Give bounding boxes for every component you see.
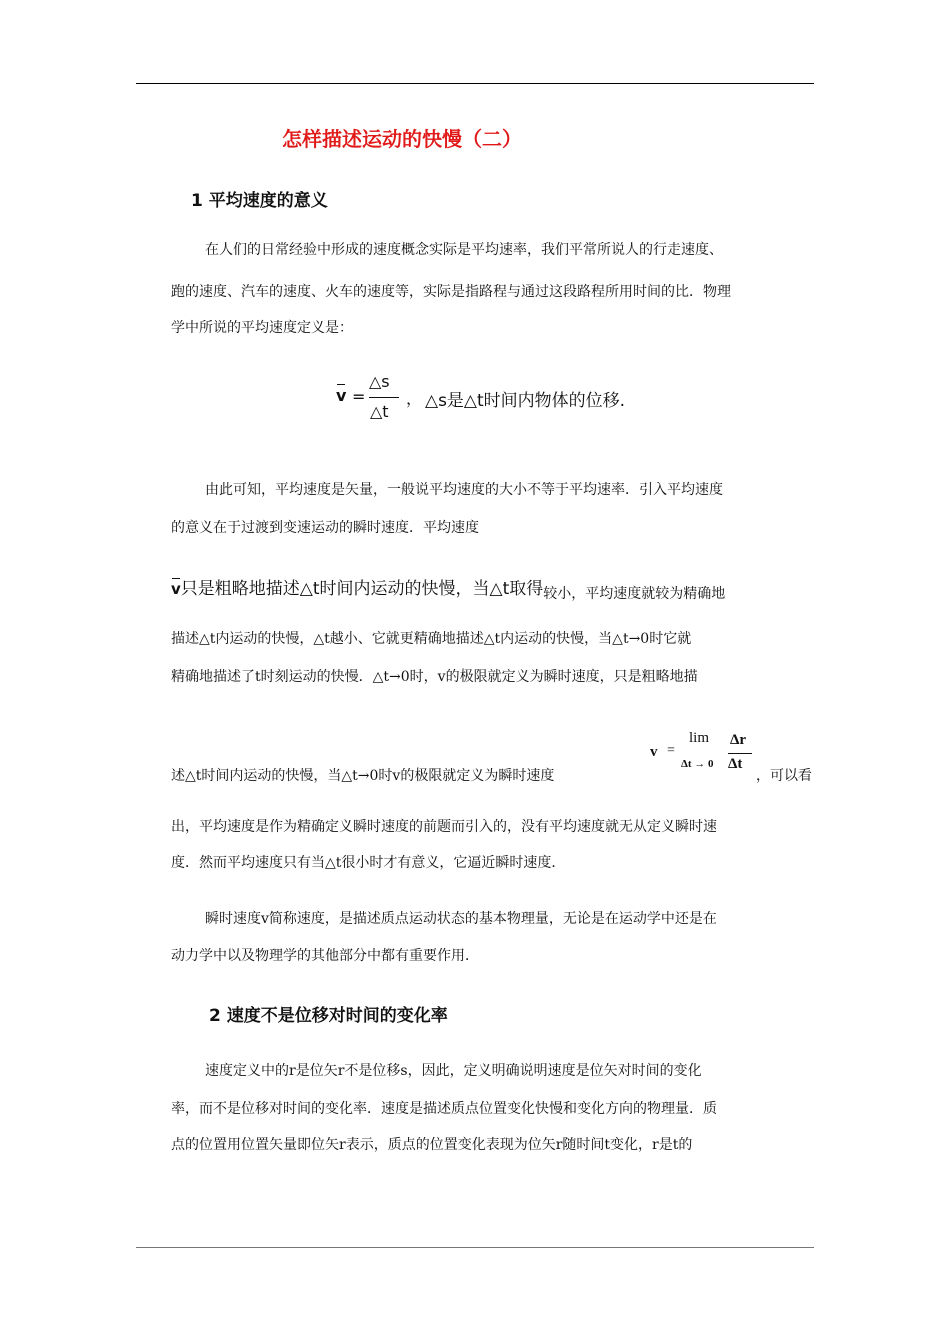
small-text: 较小，平均速度就较为精确地	[543, 586, 726, 602]
paragraph-line: 出，平均速度是作为精确定义瞬时速度的前题而引入的，没有平均速度就无从定义瞬时速	[171, 819, 717, 835]
paragraph-line: 在人们的日常经验中形成的速度概念实际是平均速率，我们平常所说人的行走速度、	[205, 242, 723, 258]
formula-equals: =	[667, 743, 675, 758]
section-1-heading: 1 平均速度的意义	[191, 191, 328, 211]
formula-v: v	[336, 386, 347, 405]
paragraph-line: ，可以看	[756, 768, 812, 784]
formula-comma: ，	[406, 389, 423, 408]
fraction-line	[369, 397, 399, 398]
formula-numerator: △s	[369, 372, 390, 391]
paragraph-line: 学中所说的平均速度定义是：	[171, 320, 353, 336]
paragraph-line: 描述△t内运动的快慢，△t越小、它就更精确地描述△t内运动的快慢，当△t→0时它就	[171, 631, 692, 647]
paragraph-line: 动力学中以及物理学的其他部分中都有重要作用．	[171, 948, 479, 964]
paragraph-line: 的意义在于过渡到变速运动的瞬时速度．平均速度	[171, 520, 479, 536]
mixed-font-line	[171, 574, 726, 602]
section-2-heading: 2 速度不是位移对时间的变化率	[209, 1006, 448, 1026]
paragraph-line: 度．然而平均速度只有当△t很小时才有意义，它逼近瞬时速度．	[171, 855, 566, 871]
paragraph-line: 跑的速度、汽车的速度、火车的速度等，实际是指路程与通过这段路程所用时间的比．物理	[171, 284, 731, 300]
formula-lim: lim	[689, 730, 710, 746]
footer-rule	[136, 1247, 814, 1248]
paragraph-line: 由此可知，平均速度是矢量，一般说平均速度的大小不等于平均速率．引入平均速度	[205, 482, 723, 498]
formula-equals: =	[352, 387, 366, 406]
paragraph-line: 述△t时间内运动的快慢，当△t→0时v的极限就定义为瞬时速度	[171, 768, 555, 784]
formula-denominator: △t	[370, 402, 389, 421]
paragraph-line: 点的位置用位置矢量即位矢r表示，质点的位置变化表现为位矢r随时间t变化，r是t的	[171, 1137, 693, 1153]
v-bar-symbol: v	[171, 580, 181, 598]
paragraph-line: 精确地描述了t时刻运动的快慢．△t→0时，v的极限就定义为瞬时速度，只是粗略地描	[171, 669, 698, 685]
header-rule	[136, 83, 814, 84]
large-text: 只是粗略地描述△t时间内运动的快慢，当△t取得	[180, 579, 544, 599]
fraction-line	[728, 753, 752, 754]
paragraph-line: 瞬时速度v简称速度，是描述质点运动状态的基本物理量，无论是在运动学中还是在	[205, 911, 717, 927]
page-title: 怎样描述运动的快慢（二）	[282, 127, 522, 151]
formula-denominator: Δt	[728, 756, 743, 772]
paragraph-line: 速度定义中的r是位矢r不是位移s，因此，定义明确说明速度是位矢对时间的变化	[205, 1063, 702, 1079]
paragraph-line: 率，而不是位移对时间的变化率．速度是描述质点位置变化快慢和变化方向的物理量．质	[171, 1101, 717, 1117]
formula-v: v	[650, 744, 658, 760]
formula-description: △s是△t时间内物体的位移.	[425, 391, 626, 411]
instantaneous-velocity-formula	[648, 728, 758, 780]
formula-numerator: Δr	[730, 732, 747, 748]
formula-lim-subscript: Δt → 0	[681, 758, 714, 770]
formula-bar	[337, 384, 345, 385]
